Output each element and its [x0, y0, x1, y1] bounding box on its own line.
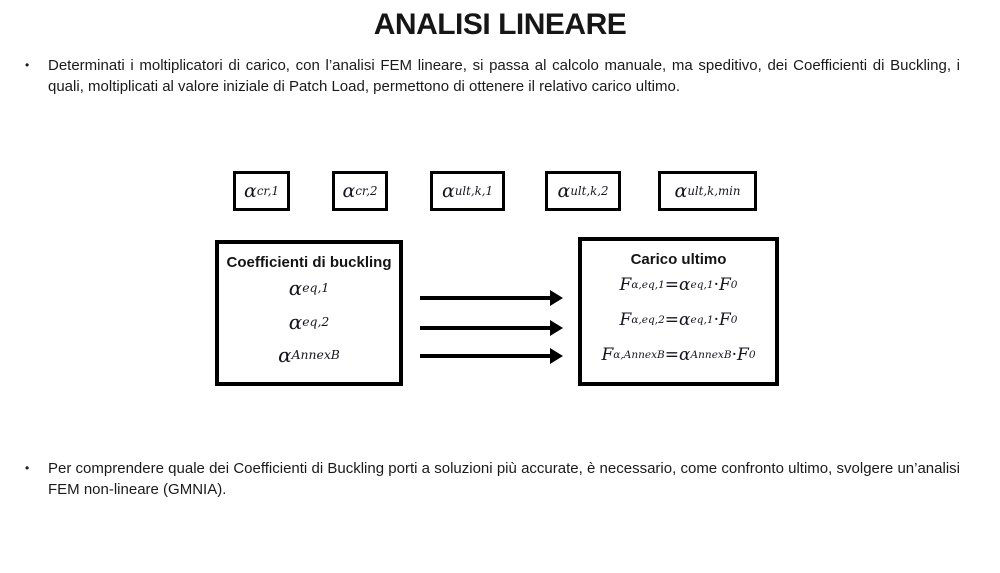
bullet-item-1 [25, 55, 960, 98]
arrow-right-icon [420, 296, 550, 300]
alpha-ult-k-2-box: α ult,k,2 [545, 171, 621, 211]
buckling-coefficients-box [215, 240, 403, 386]
arrow-right-icon [420, 354, 550, 358]
bullet-marker: • [25, 58, 30, 72]
slide-title: ANALISI LINEARE [373, 8, 627, 41]
alpha-ult-k-min-box: α ult,k,min [658, 171, 757, 211]
bullet-item-2 [25, 458, 960, 501]
alpha-eq-1: α eq,1 [288, 275, 330, 300]
formula-f-eq-2: F α,eq,2 = α eq,1 · F 0 [619, 310, 738, 330]
arrow-right-icon [420, 326, 550, 330]
alpha-cr-1-box: α cr,1 [233, 171, 290, 211]
alpha-cr-2-box: α cr,2 [332, 171, 388, 211]
formula-f-eq-1: F α,eq,1 = α eq,1 · F 0 [619, 275, 738, 296]
ultimate-box-title: Carico ultimo [630, 251, 727, 268]
alpha-annex-b: α AnnexB [278, 343, 340, 368]
formula-f-annexb: F α,AnnexB = α AnnexB · F 0 [601, 344, 756, 365]
bullet-text-2: Per comprendere quale dei Coefficienti di Buckling porti a soluzioni più accurate, è necessario, come confronto ultimo, svolgere un’analisi FEM non-lineare (GMNIA). [48, 460, 960, 499]
bullet-text-1: Determinati i moltiplicatori di carico, con l’analisi FEM lineare, si passa al calcolo manuale, ma speditivo, dei Coefficienti di Buckling, i quali, moltiplicati al valore iniziale di Patch Load, permettono di ottenere il relativo carico ultimo. [48, 57, 960, 96]
alpha-ult-k-1-box: α ult,k,1 [430, 171, 505, 211]
ultimate-load-box [578, 237, 779, 386]
alpha-eq-2: α eq,2 [288, 309, 330, 334]
bullet-marker: • [25, 461, 30, 475]
buckling-box-title: Coefficienti di buckling [226, 254, 392, 271]
